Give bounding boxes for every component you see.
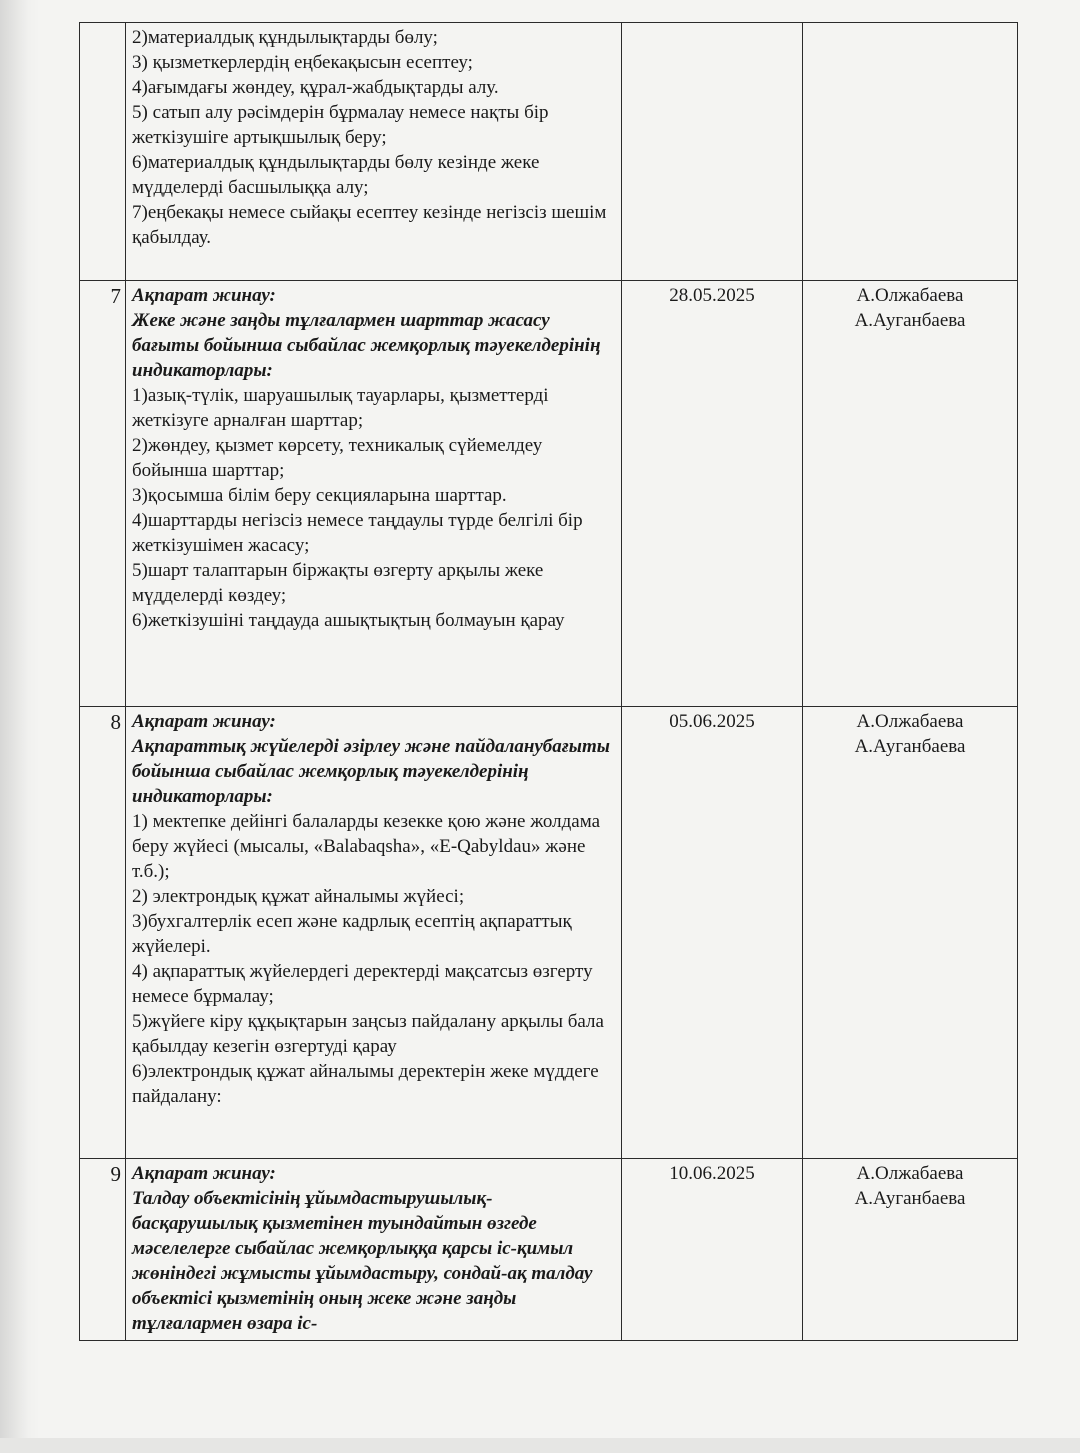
row-description	[126, 281, 622, 707]
row-heading: Ақпарат жинау:	[132, 285, 276, 306]
row-date: 28.05.2025	[622, 281, 803, 707]
list-item: 6)материалдық құндылықтарды бөлу кезінде жеке мүдделерді басшылыққа алу;	[132, 152, 540, 198]
plan-table	[79, 22, 1018, 1341]
row-number: 8	[80, 707, 126, 1159]
list-item: 4)ағымдағы жөндеу, құрал-жабдықтарды алу.	[132, 77, 499, 98]
table-row	[80, 281, 1018, 707]
row-responsible	[803, 707, 1018, 1159]
list-item: 3)бухгалтерлік есеп және кадрлық есептің ақпараттық жүйелері.	[132, 911, 572, 957]
list-item: 2)жөндеу, қызмет көрсету, техникалық сүйемелдеу бойынша шарттар;	[132, 435, 543, 481]
row-description	[126, 23, 622, 281]
responsible-name: А.Ауганбаева	[854, 1188, 966, 1209]
row-number: 9	[80, 1159, 126, 1341]
row-responsible	[803, 281, 1018, 707]
list-item: 6)электрондық құжат айналымы деректерін жеке мүддеге пайдалану:	[132, 1061, 599, 1107]
row-date: 10.06.2025	[622, 1159, 803, 1341]
table-row	[80, 23, 1018, 281]
list-item: 3) қызметкерлердің еңбекақысын есептеу;	[132, 52, 473, 73]
row-description	[126, 707, 622, 1159]
row-date	[622, 23, 803, 281]
row-heading: Талдау объектісінің ұйымдастырушылық-басқарушылық қызметінен туындайтын өзгеде мәселелерге сыбайлас жемқорлыққа қарсы іс-қимыл жөніндегі жұмысты ұйымдастыру, сондай-ақ талдау объектісі қызметінің оның жеке және заңды тұлғалармен өзара іс-	[132, 1188, 593, 1334]
list-item: 4) ақпараттық жүйелердегі деректерді мақсатсыз өзгерту немесе бұрмалау;	[132, 961, 593, 1007]
row-heading: Жеке және заңды тұлғалармен шарттар жасасу бағыты бойынша сыбайлас жемқорлық тәуекелдерінің индикаторлары:	[132, 310, 601, 381]
responsible-name: А.Ауганбаева	[854, 736, 966, 757]
list-item: 7)еңбекақы немесе сыйақы есептеу кезінде негізсіз шешім қабылдау.	[132, 202, 607, 248]
list-item: 5)жүйеге кіру құқықтарын заңсыз пайдалану арқылы бала қабылдау кезегін өзгертуді қарау	[132, 1011, 604, 1057]
row-date: 05.06.2025	[622, 707, 803, 1159]
list-item: 6)жеткізушіні таңдауда ашықтықтың болмауын қарау	[132, 610, 565, 631]
table-row	[80, 707, 1018, 1159]
row-heading: Ақпарат жинау:	[132, 1163, 276, 1184]
responsible-name: А.Ауганбаева	[854, 310, 966, 331]
row-heading: Ақпарат жинау:	[132, 711, 276, 732]
row-responsible	[803, 1159, 1018, 1341]
list-item: 1)азық-түлік, шаруашылық тауарлары, қызметтерді жеткізуге арналған шарттар;	[132, 385, 549, 431]
row-heading: Ақпараттық жүйелерді әзірлеу және пайдаланубағыты бойынша сыбайлас жемқорлық тәуекелдерінің индикаторлары:	[132, 736, 610, 807]
table-row	[80, 1159, 1018, 1341]
row-number	[80, 23, 126, 281]
list-item: 5) сатып алу рәсімдерін бұрмалау немесе нақты бір жеткізушіге артықшылық беру;	[132, 102, 549, 148]
scan-bottom-edge	[0, 1438, 1080, 1453]
scan-shadow-edge	[0, 0, 40, 1453]
responsible-name: А.Олжабаева	[856, 711, 964, 732]
row-responsible	[803, 23, 1018, 281]
list-item: 2)материалдық құндылықтарды бөлу;	[132, 27, 438, 48]
row-number: 7	[80, 281, 126, 707]
row-description	[126, 1159, 622, 1341]
list-item: 1) мектепке дейінгі балаларды кезекке қою және жолдама беру жүйесі (мысалы, «Balabaqsha», «E-Qabyldau» және т.б.);	[132, 811, 601, 882]
list-item: 3)қосымша білім беру секцияларына шарттар.	[132, 485, 507, 506]
list-item: 2) электрондық құжат айналымы жүйесі;	[132, 886, 465, 907]
responsible-name: А.Олжабаева	[856, 285, 964, 306]
list-item: 4)шарттарды негізсіз немесе таңдаулы түрде белгілі бір жеткізушімен жасасу;	[132, 510, 583, 556]
list-item: 5)шарт талаптарын біржақты өзгерту арқылы жеке мүдделерді көздеу;	[132, 560, 544, 606]
responsible-name: А.Олжабаева	[856, 1163, 964, 1184]
